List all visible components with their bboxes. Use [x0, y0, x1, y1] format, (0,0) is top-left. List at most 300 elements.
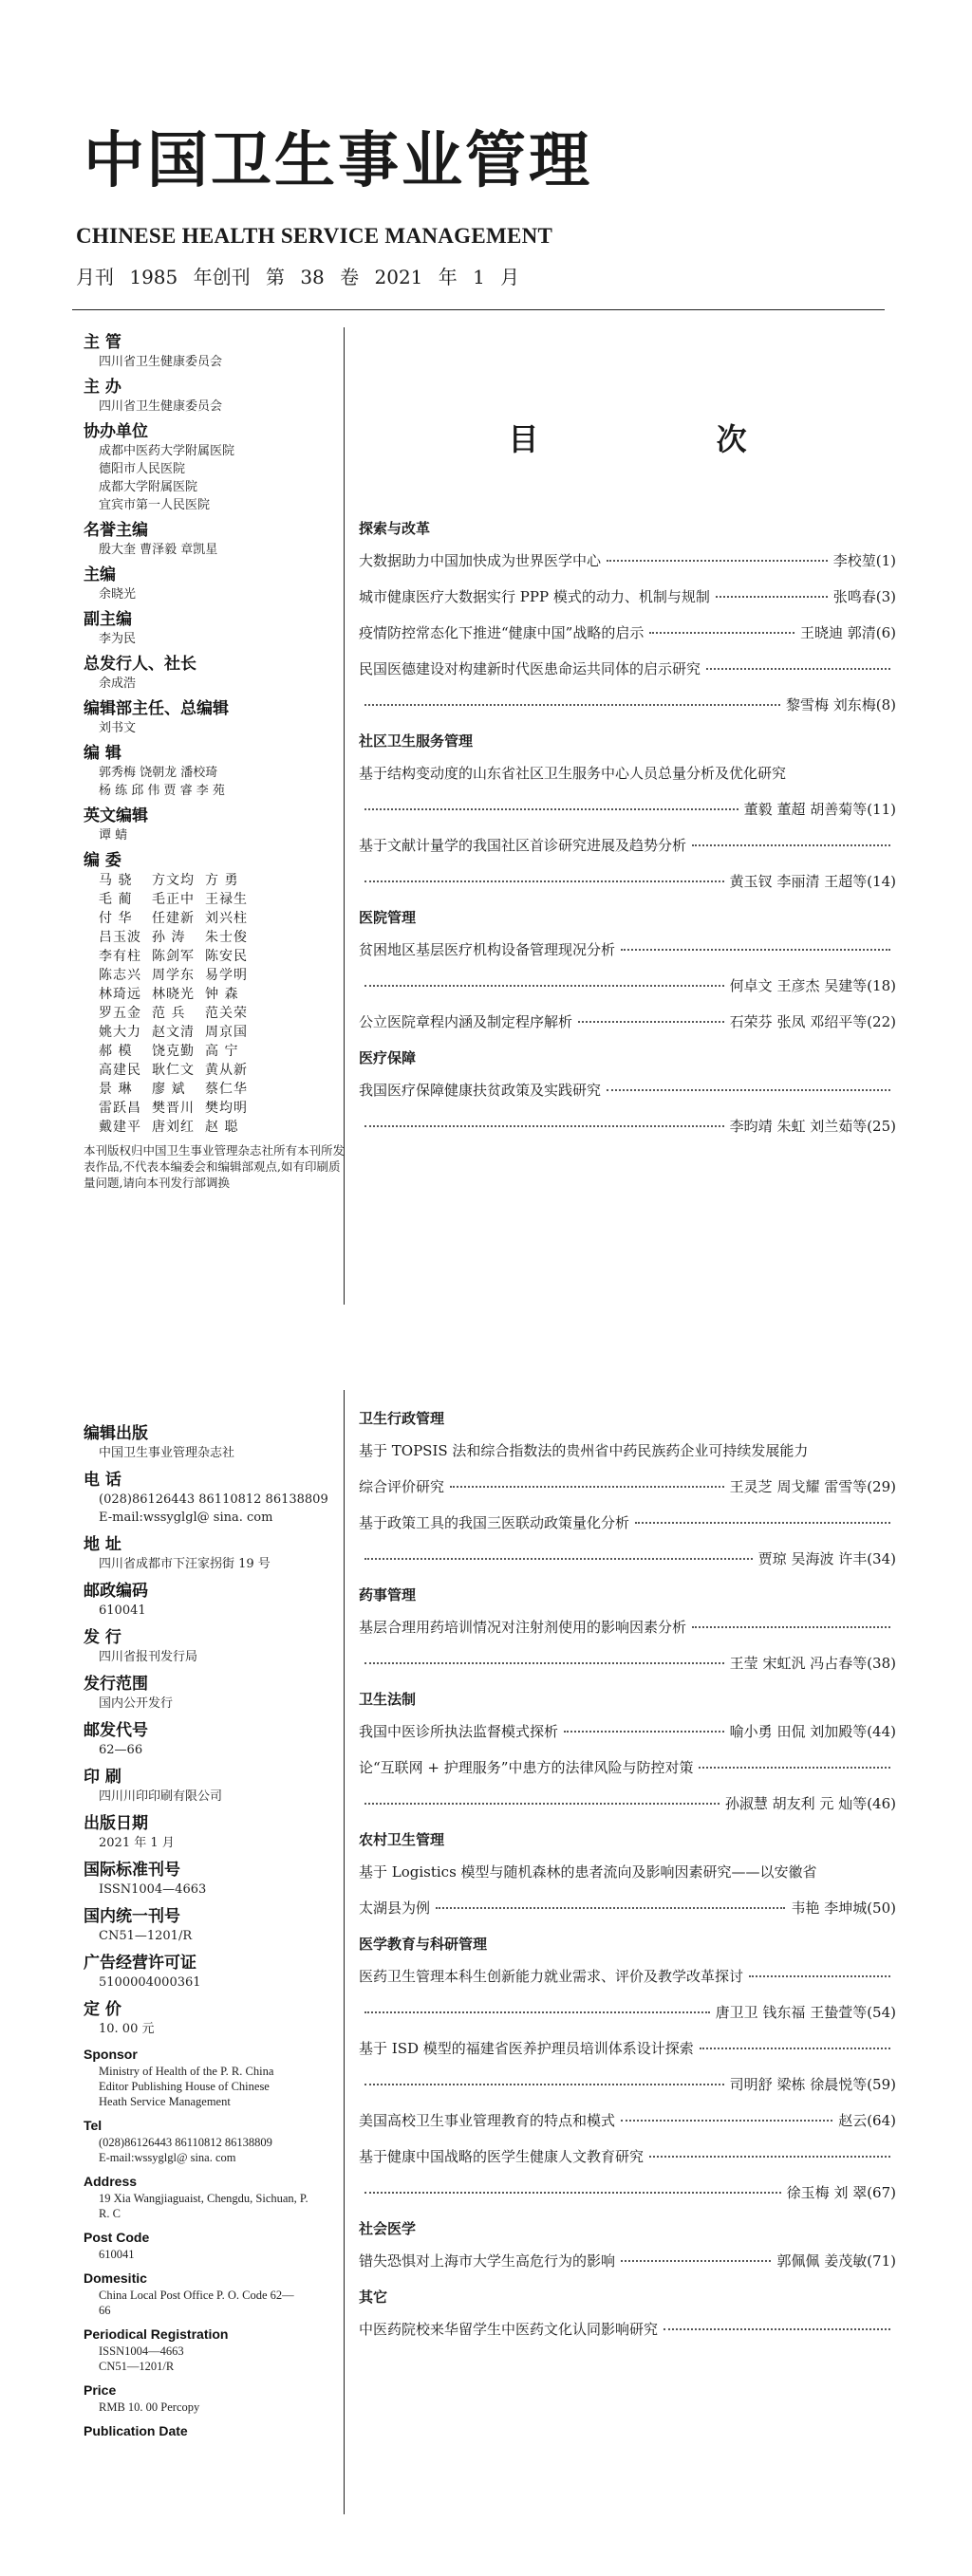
committee-row	[99, 1099, 349, 1118]
masthead-lower-list	[84, 1423, 349, 2038]
article-authors-page: 李昀靖 朱虹 刘兰茹等(25)	[729, 1118, 896, 1135]
committee-member: 郝 模	[99, 1044, 133, 1059]
committee-member: 廖 斌	[152, 1082, 186, 1097]
toc-entry	[359, 1617, 896, 1674]
table-of-contents-upper	[359, 332, 896, 1152]
masthead-section	[84, 654, 349, 693]
article-authors-page: 喻小勇 田侃 刘加殿等(44)	[729, 1723, 896, 1740]
article-authors-page: 唐卫卫 钱东福 王蛰萱等(54)	[715, 2004, 896, 2021]
masthead-section	[84, 2229, 349, 2262]
toc-line	[359, 1548, 896, 1569]
dot-leader	[364, 2084, 724, 2085]
committee-member: 高 宁	[205, 1044, 239, 1059]
masthead-section	[84, 806, 349, 844]
article-title: 民国医德建设对构建新时代医患命运共同体的启示研究	[359, 660, 701, 677]
masthead-label: 国际标准刊号	[84, 1861, 180, 1880]
masthead-section	[84, 1627, 349, 1666]
dot-leader	[649, 632, 794, 634]
toc-section	[359, 2218, 896, 2271]
journal-title: 中国卫生事业管理	[84, 126, 592, 196]
committee-member: 耿仁文	[152, 1063, 195, 1078]
masthead-label: 编 委	[84, 851, 122, 870]
masthead-label: 发行范围	[84, 1675, 148, 1694]
committee-member: 赵 聪	[205, 1120, 239, 1135]
dot-leader	[436, 1907, 785, 1909]
masthead-section	[84, 520, 349, 559]
committee-row	[99, 1080, 349, 1099]
toc-line	[359, 1653, 896, 1674]
committee-member: 方文均	[152, 873, 195, 888]
dot-leader	[450, 1486, 724, 1488]
masthead-value: 62—66	[99, 1743, 143, 1757]
committee-names	[84, 871, 349, 1137]
committee-row	[99, 909, 349, 928]
masthead-value: 国内公开发行	[99, 1696, 174, 1711]
article-authors-page: 赵云(64)	[838, 2112, 896, 2129]
masthead-label: 出版日期	[84, 1814, 148, 1833]
masthead-value: 610041	[99, 2248, 135, 2261]
toc-entry	[359, 1512, 896, 1569]
committee-member: 雷跃昌	[99, 1101, 141, 1116]
toc-entry	[359, 2319, 896, 2340]
masthead-value: 谭 蜻	[99, 828, 128, 843]
article-title: 基于健康中国战略的医学生健康人文教育研究	[359, 2148, 645, 2165]
masthead-value: 杨 练 邱 伟 贾 睿 李 苑	[99, 784, 225, 798]
toc-line	[359, 1440, 896, 1461]
committee-row	[99, 890, 349, 909]
toc-line	[359, 939, 896, 960]
toc-section	[359, 1829, 896, 1918]
masthead-label: 主编	[84, 565, 116, 584]
masthead-value: 四川川印印刷有限公司	[99, 1789, 223, 1804]
committee-member: 樊晋川	[152, 1101, 195, 1116]
masthead-value: E-mail:wssyglgl@ sina. com	[99, 1510, 273, 1525]
committee-member: 范关荣	[205, 1006, 248, 1021]
toc-line	[359, 1898, 896, 1918]
toc-line	[359, 1617, 896, 1638]
committee-member: 唐刘红	[152, 1120, 195, 1135]
dot-leader	[700, 2048, 890, 2049]
masthead-value: 610041	[99, 1603, 146, 1618]
masthead-label: 国内统一刊号	[84, 1907, 180, 1926]
masthead-value: R. C	[99, 2207, 121, 2220]
article-title: 我国医疗保障健康扶贫政策及实践研究	[359, 1082, 602, 1099]
masthead-value: 郭秀梅 饶朝龙 潘校琦	[99, 766, 218, 780]
toc-line	[359, 1757, 896, 1778]
toc-line	[359, 2074, 896, 2095]
article-authors-page: 张鸣春(3)	[832, 588, 896, 605]
masthead-label: 电 话	[84, 1471, 122, 1490]
toc-lower-list	[359, 1408, 896, 2340]
article-title: 基于政策工具的我国三医联动政策量化分析	[359, 1514, 630, 1531]
masthead-lower	[84, 1423, 349, 2448]
masthead-section	[84, 2117, 349, 2165]
masthead-label: 印 刷	[84, 1768, 122, 1787]
article-authors-page: 黄玉钗 李丽清 王超等(14)	[729, 873, 896, 890]
committee-member: 陈安民	[205, 949, 248, 964]
committee-member: 付 华	[99, 911, 133, 926]
masthead-label: 英文编辑	[84, 806, 148, 825]
committee-member: 饶克勤	[152, 1044, 195, 1059]
committee-member: 王禄生	[205, 892, 248, 907]
toc-line	[359, 586, 896, 607]
masthead-section	[84, 2173, 349, 2221]
toc-section-title: 医学教育与科研管理	[359, 1936, 488, 1953]
masthead-value: 中国卫生事业管理杂志社	[99, 1446, 235, 1460]
toc-entry	[359, 586, 896, 607]
toc-entry	[359, 1757, 896, 1814]
masthead-value: 2021 年 1 月	[99, 1836, 175, 1850]
committee-member: 林琦远	[99, 987, 141, 1002]
toc-line	[359, 695, 896, 715]
committee-member: 刘兴柱	[205, 911, 248, 926]
committee-member: 陈志兴	[99, 968, 141, 983]
committee-member: 毛 蔺	[99, 892, 133, 907]
article-title: 中医药院校来华留学生中医药文化认同影响研究	[359, 2321, 659, 2338]
masthead-value: Editor Publishing House of Chinese	[99, 2080, 270, 2093]
dot-leader	[364, 2011, 710, 2013]
toc-line	[359, 799, 896, 820]
committee-member: 周学东	[152, 968, 195, 983]
committee-member: 樊均明	[205, 1101, 248, 1116]
committee-member: 李有柱	[99, 949, 141, 964]
dot-leader	[607, 1089, 890, 1091]
toc-line	[359, 1966, 896, 1987]
dot-leader	[716, 596, 828, 598]
committee-member: 孙 涛	[152, 930, 186, 945]
masthead-section	[84, 2046, 349, 2109]
masthead-section	[84, 565, 349, 603]
toc-line	[359, 1721, 896, 1742]
toc-section-title: 医院管理	[359, 909, 417, 926]
dot-leader	[364, 1803, 720, 1805]
committee-member: 任建新	[152, 911, 195, 926]
masthead-upper	[84, 332, 349, 1191]
masthead-value: China Local Post Office P. O. Code 62—	[99, 2289, 294, 2302]
article-title: 基于文献计量学的我国社区首诊研究进展及趋势分析	[359, 837, 687, 854]
masthead-value: 成都大学附属医院	[99, 480, 198, 494]
masthead-label: 定 价	[84, 2000, 122, 2019]
toc-entry	[359, 939, 896, 996]
editorial-committee	[84, 850, 349, 1137]
toc-entry	[359, 1080, 896, 1137]
committee-row	[99, 1061, 349, 1080]
masthead-section	[84, 1674, 349, 1713]
toc-section	[359, 1585, 896, 1674]
article-authors-page: 王晓迪 郭清(6)	[799, 624, 896, 641]
dot-leader	[578, 1021, 724, 1023]
toc-entry	[359, 622, 896, 643]
committee-member: 戴建平	[99, 1120, 141, 1135]
toc-entry	[359, 2146, 896, 2203]
masthead-value: 10. 00 元	[99, 2022, 155, 2036]
masthead-label: Publication Date	[84, 2423, 188, 2438]
toc-upper-list	[359, 518, 896, 1137]
masthead-value: 66	[99, 2304, 111, 2317]
toc-section-title: 其它	[359, 2289, 388, 2306]
toc-line	[359, 871, 896, 892]
toc-section	[359, 2287, 896, 2340]
toc-line	[359, 658, 896, 679]
masthead-label: 广告经营许可证	[84, 1954, 196, 1973]
toc-section-title: 社会医学	[359, 2220, 417, 2237]
masthead-label: Address	[84, 2174, 138, 2189]
toc-entry	[359, 1721, 896, 1742]
dot-leader	[621, 2120, 832, 2122]
dot-leader	[364, 808, 738, 810]
article-title: 基层合理用药培训情况对注射剂使用的影响因素分析	[359, 1619, 687, 1636]
committee-member: 赵文清	[152, 1025, 195, 1040]
masthead-label: Tel	[84, 2118, 103, 2133]
committee-member: 吕玉波	[99, 930, 141, 945]
committee-row	[99, 928, 349, 947]
article-authors-page: 黎雪梅 刘东梅(8)	[785, 696, 896, 713]
dot-leader	[621, 949, 890, 951]
masthead-value: 余晓光	[99, 587, 137, 602]
masthead-value: 四川省成都市下汪家拐街 19 号	[99, 1557, 271, 1571]
toc-entry	[359, 1440, 896, 1497]
masthead-section	[84, 1999, 349, 2038]
committee-member: 易学明	[205, 968, 248, 983]
masthead-section	[84, 1470, 349, 1527]
masthead-section	[84, 2326, 349, 2374]
article-title: 基于 ISD 模型的福建省医养护理员培训体系设计探索	[359, 2040, 694, 2057]
masthead-value: ISSN1004—4663	[99, 1882, 207, 1897]
committee-member: 马 骁	[99, 873, 133, 888]
dot-leader	[364, 1662, 724, 1664]
committee-member: 景 琳	[99, 1082, 133, 1097]
article-title: 公立医院章程内涵及制定程序解析	[359, 1013, 573, 1030]
toc-entry	[359, 2038, 896, 2095]
committee-member: 罗五金	[99, 1006, 141, 1021]
committee-member: 毛正中	[152, 892, 195, 907]
toc-section	[359, 1408, 896, 1569]
committee-row	[99, 1023, 349, 1042]
toc-section	[359, 907, 896, 1032]
committee-row	[99, 1004, 349, 1023]
article-title: 城市健康医疗大数据实行 PPP 模式的动力、机制与规制	[359, 588, 710, 605]
dot-leader	[364, 985, 724, 987]
toc-entry	[359, 763, 896, 820]
dot-leader	[564, 1731, 724, 1733]
committee-member: 范 兵	[152, 1006, 186, 1021]
masthead-upper-list	[84, 332, 349, 844]
committee-member: 周京国	[205, 1025, 248, 1040]
masthead-value: 余成浩	[99, 676, 137, 691]
masthead-value: 5100004000361	[99, 1975, 201, 1990]
masthead-value: CN51—1201/R	[99, 1929, 193, 1943]
dot-leader	[364, 704, 780, 706]
dot-leader	[664, 2328, 890, 2330]
committee-member: 林晓光	[152, 987, 195, 1002]
article-title: 大数据助力中国加快成为世界医学中心	[359, 552, 602, 569]
article-title: 医药卫生管理本科生创新能力就业需求、评价及教学改革探讨	[359, 1968, 744, 1985]
masthead-section	[84, 1813, 349, 1852]
masthead-label: Price	[84, 2382, 117, 2398]
article-title: 基于结构变动度的山东省社区卫生服务中心人员总量分析及优化研究	[359, 765, 787, 782]
article-title: 美国高校卫生事业管理教育的特点和模式	[359, 2112, 616, 2129]
toc-line	[359, 2182, 896, 2203]
toc-line	[359, 2146, 896, 2167]
dot-leader	[364, 2192, 781, 2194]
masthead-value: (028)86126443 86110812 86138809	[99, 2136, 272, 2149]
article-title: 综合评价研究	[359, 1478, 445, 1495]
article-title: 基于 TOPSIS 法和综合指数法的贵州省中药民族药企业可持续发展能力	[359, 1442, 809, 1459]
committee-member: 姚大力	[99, 1025, 141, 1040]
masthead-label: Sponsor	[84, 2047, 138, 2062]
masthead-value: CN51—1201/R	[99, 2360, 175, 2373]
masthead-section	[84, 1423, 349, 1462]
toc-line	[359, 1476, 896, 1497]
masthead-section	[84, 609, 349, 648]
toc-line	[359, 1080, 896, 1101]
article-authors-page: 李校堃(1)	[832, 552, 896, 569]
masthead-section	[84, 332, 349, 371]
masthead-section	[84, 2270, 349, 2318]
dot-leader	[699, 1767, 890, 1769]
committee-row	[99, 966, 349, 985]
masthead-label: 邮政编码	[84, 1582, 148, 1601]
toc-line	[359, 2319, 896, 2340]
toc-section-title: 社区卫生服务管理	[359, 732, 474, 750]
dot-leader	[364, 1125, 724, 1127]
masthead-value: Ministry of Health of the P. R. China	[99, 2065, 274, 2078]
toc-section	[359, 1934, 896, 2203]
article-title: 我国中医诊所执法监督模式探析	[359, 1723, 559, 1740]
masthead-section	[84, 2381, 349, 2415]
dot-leader	[649, 2156, 890, 2158]
toc-section-title: 卫生行政管理	[359, 1410, 445, 1427]
article-title: 论“互联网 + 护理服务”中患方的法律风险与防控对策	[359, 1759, 694, 1776]
committee-member: 陈剑军	[152, 949, 195, 964]
issue-info: 月刊 1985 年创刊 第 38 卷 2021 年 1 月	[76, 266, 520, 288]
article-title: 贫困地区基层医疗机构设备管理现况分析	[359, 941, 616, 958]
toc-section-title: 卫生法制	[359, 1691, 417, 1708]
committee-row	[99, 1118, 349, 1137]
dot-leader	[621, 2260, 771, 2262]
toc-line	[359, 763, 896, 784]
masthead-value: 成都中医药大学附属医院	[99, 444, 235, 458]
article-authors-page: 徐玉梅 刘 翠(67)	[786, 2184, 896, 2201]
toc-entry	[359, 658, 896, 715]
dot-leader	[364, 880, 724, 882]
masthead-section	[84, 698, 349, 737]
masthead-label: 总发行人、社长	[84, 655, 196, 674]
masthead-section	[84, 1581, 349, 1620]
toc-line	[359, 2251, 896, 2271]
masthead-label: 主 办	[84, 378, 122, 397]
article-title: 错失恐惧对上海市大学生高危行为的影响	[359, 2252, 616, 2270]
dot-leader	[692, 844, 890, 846]
toc-entry	[359, 1966, 896, 2023]
article-authors-page: 王莹 宋虹汎 冯占春等(38)	[729, 1655, 896, 1672]
masthead-section	[84, 1906, 349, 1945]
masthead-section	[84, 1767, 349, 1806]
masthead-label: Periodical Registration	[84, 2326, 229, 2342]
article-authors-page: 石荣芬 张凤 邓绍平等(22)	[729, 1013, 896, 1030]
dot-leader	[364, 1558, 753, 1560]
committee-row	[99, 985, 349, 1004]
article-title: 基于 Logistics 模型与随机森林的患者流向及影响因素研究——以安徽省	[359, 1863, 817, 1881]
toc-line	[359, 2038, 896, 2059]
masthead-section	[84, 1720, 349, 1759]
masthead-label: 编 辑	[84, 744, 122, 763]
masthead-label: Domesitic	[84, 2270, 147, 2286]
contents-heading: 目 次	[508, 421, 831, 457]
masthead-label: 地 址	[84, 1535, 122, 1554]
masthead-value: ISSN1004—4663	[99, 2344, 184, 2358]
masthead-label: 发 行	[84, 1628, 122, 1647]
toc-section-title: 药事管理	[359, 1586, 417, 1603]
masthead-english-list	[84, 2046, 349, 2440]
masthead-value: 四川省报刊发行局	[99, 1650, 198, 1664]
masthead-label: 协办单位	[84, 422, 148, 441]
masthead-label: 邮发代号	[84, 1721, 148, 1740]
committee-row	[99, 947, 349, 966]
committee-row	[99, 871, 349, 890]
committee-member: 钟 森	[205, 987, 239, 1002]
toc-entry	[359, 1011, 896, 1032]
masthead-value: 德阳市人民医院	[99, 462, 186, 476]
committee-member: 黄从新	[205, 1063, 248, 1078]
masthead-label: Post Code	[84, 2230, 150, 2245]
article-authors-page: 韦艳 李坤城(50)	[791, 1900, 896, 1917]
masthead-section	[84, 1953, 349, 1992]
toc-entry	[359, 1862, 896, 1918]
article-title: 疫情防控常态化下推进“健康中国”战略的启示	[359, 624, 645, 641]
toc-section	[359, 518, 896, 715]
masthead-section	[84, 743, 349, 800]
toc-section-title: 探索与改革	[359, 520, 431, 537]
masthead-section	[84, 421, 349, 514]
toc-entry	[359, 835, 896, 892]
toc-line	[359, 550, 896, 571]
article-authors-page: 贾琼 吴海波 许丰(34)	[757, 1550, 896, 1567]
toc-line	[359, 1512, 896, 1533]
toc-section	[359, 731, 896, 892]
masthead-value: 四川省卫生健康委员会	[99, 399, 223, 414]
article-title: 太湖县为例	[359, 1900, 431, 1917]
toc-section-title: 农村卫生管理	[359, 1831, 445, 1848]
masthead-value: 李为民	[99, 632, 137, 646]
masthead-value: E-mail:wssyglgl@ sina. com	[99, 2151, 236, 2164]
dot-leader	[706, 668, 890, 670]
masthead-section	[84, 1860, 349, 1899]
dot-leader	[692, 1626, 890, 1628]
dot-leader	[607, 560, 828, 562]
toc-line	[359, 2002, 896, 2023]
committee-member: 朱士俊	[205, 930, 248, 945]
journal-title-english: CHINESE HEALTH SERVICE MANAGEMENT	[76, 224, 553, 248]
toc-entry	[359, 2110, 896, 2131]
toc-section-title: 医疗保障	[359, 1049, 417, 1066]
masthead-value: 四川省卫生健康委员会	[99, 355, 223, 369]
article-authors-page: 司明舒 梁栋 徐晨悦等(59)	[729, 2076, 896, 2093]
masthead-label: 编辑出版	[84, 1424, 148, 1443]
copyright-note: 本刊版权归中国卫生事业管理杂志社所有本刊所发表作品,不代表本编委会和编辑部观点,如有印刷质量问题,请向本刊发行部调换	[84, 1143, 346, 1190]
masthead-label: 编辑部主任、总编辑	[84, 699, 229, 718]
table-of-contents-lower	[359, 1404, 896, 2355]
masthead-label: 主 管	[84, 333, 122, 352]
masthead-label: 名誉主编	[84, 521, 148, 540]
article-authors-page: 董毅 董超 胡善菊等(11)	[743, 801, 896, 818]
committee-row	[99, 1042, 349, 1061]
masthead-value: (028)86126443 86110812 86138809	[99, 1492, 328, 1507]
toc-line	[359, 622, 896, 643]
toc-line	[359, 975, 896, 996]
toc-line	[359, 835, 896, 856]
masthead-value: 19 Xia Wangjiaguaist, Chengdu, Sichuan, P.	[99, 2192, 308, 2205]
